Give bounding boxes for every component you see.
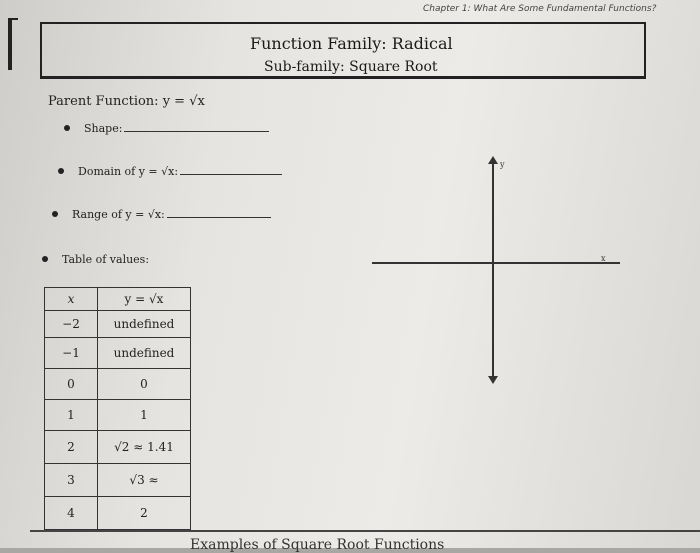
domain-answer-blank[interactable] [180, 173, 282, 175]
x-axis [372, 262, 620, 264]
cell-y[interactable]: undefined [98, 311, 191, 338]
shape-label: Shape: [84, 122, 123, 135]
left-bracket-mark [8, 18, 12, 70]
bullet-dot [52, 211, 58, 217]
range-label: Range of y = √x: [72, 208, 165, 221]
cell-y[interactable]: 0 [98, 369, 191, 400]
cell-x[interactable]: −1 [45, 338, 98, 369]
cell-y[interactable]: 2 [98, 497, 191, 530]
y-axis-arrow-down-icon [488, 376, 498, 384]
table-label: Table of values: [62, 253, 150, 266]
bullet-table [42, 253, 149, 266]
table-header-row [45, 288, 191, 311]
cell-x[interactable]: 3 [45, 464, 98, 497]
values-table [44, 287, 191, 530]
domain-label: Domain of y = √x: [78, 165, 179, 178]
bullet-dot [58, 168, 64, 174]
cell-x[interactable]: 0 [45, 369, 98, 400]
table-row [45, 400, 191, 431]
y-axis-label: y [500, 160, 505, 169]
cell-x[interactable]: −2 [45, 311, 98, 338]
title-subfamily: Sub-family: Square Root [264, 59, 438, 75]
shape-answer-blank[interactable] [124, 130, 269, 132]
y-axis-arrow-up-icon [488, 156, 498, 164]
examples-heading: Examples of Square Root Functions [190, 537, 445, 553]
running-head: Chapter 1: What Are Some Fundamental Functions? [423, 4, 657, 14]
section-divider [30, 530, 700, 532]
cell-y[interactable]: 1 [98, 400, 191, 431]
cell-x[interactable]: 2 [45, 431, 98, 464]
bullet-dot [42, 256, 48, 262]
y-axis [492, 160, 494, 380]
table-row [45, 338, 191, 369]
range-answer-blank[interactable] [167, 216, 271, 218]
table-row [45, 311, 191, 338]
header-x: x [45, 288, 98, 311]
table-row [45, 464, 191, 497]
title-family: Function Family: Radical [250, 34, 453, 53]
x-axis-label: x [601, 254, 606, 263]
cell-x[interactable]: 1 [45, 400, 98, 431]
cell-x[interactable]: 4 [45, 497, 98, 530]
cell-y[interactable]: √3 ≈ [98, 464, 191, 497]
cell-y[interactable]: √2 ≈ 1.41 [98, 431, 191, 464]
table-row [45, 497, 191, 530]
parent-function: Parent Function: y = √x [48, 94, 205, 109]
bullet-dot [64, 125, 70, 131]
bullet-shape [64, 122, 269, 135]
bullet-range [52, 208, 271, 221]
table-row [45, 369, 191, 400]
cell-y[interactable]: undefined [98, 338, 191, 369]
bullet-domain [58, 165, 282, 178]
header-y: y = √x [98, 288, 191, 311]
table-row [45, 431, 191, 464]
